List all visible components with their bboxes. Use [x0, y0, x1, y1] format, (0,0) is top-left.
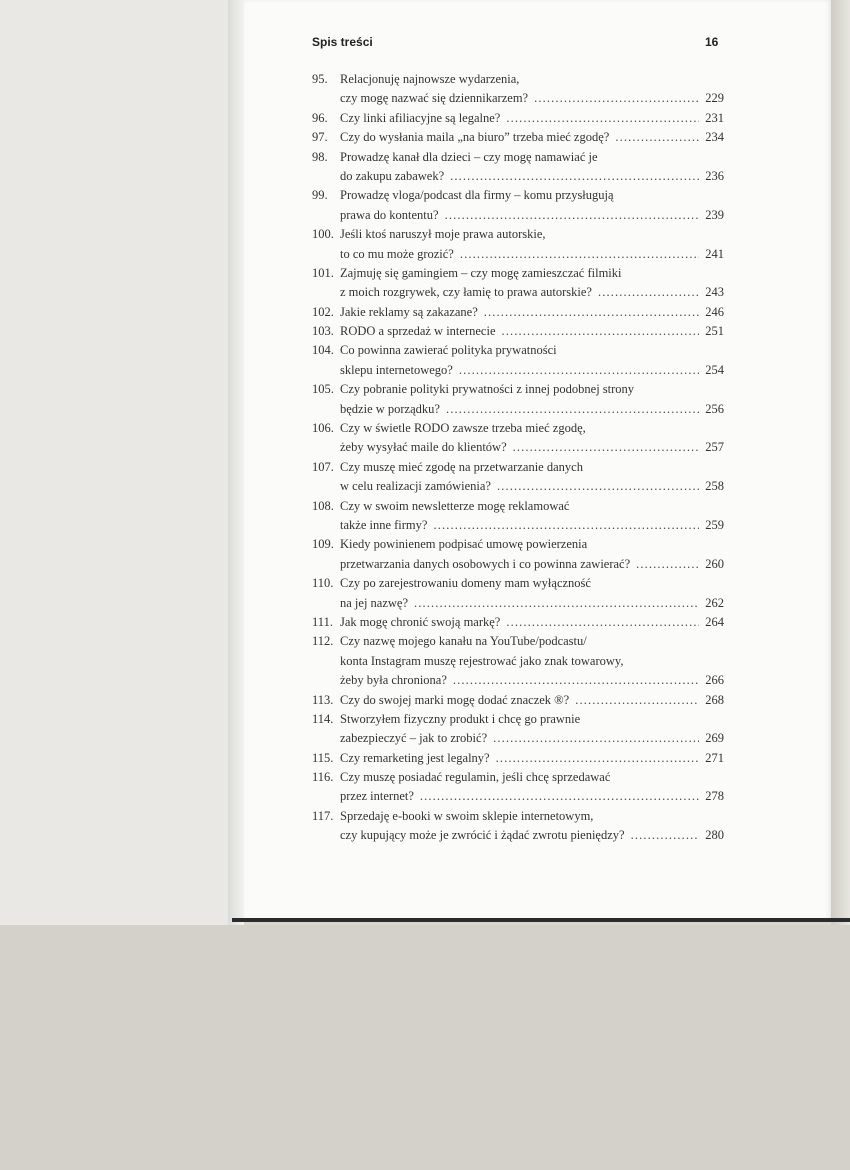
toc-entry-leader-row — [340, 400, 724, 419]
toc-entry-line — [312, 206, 724, 225]
table-of-contents — [312, 70, 724, 846]
toc-entry — [312, 264, 724, 303]
toc-entry-page: 260 — [705, 556, 724, 571]
dot-leader — [445, 206, 700, 225]
toc-entry — [312, 710, 724, 749]
toc-entry-page: 278 — [705, 789, 724, 804]
toc-entry-title: Co powinna zawierać polityka prywatności — [340, 343, 557, 358]
dot-leader — [513, 438, 700, 457]
toc-entry-leader-row — [340, 128, 724, 147]
toc-entry-number: 102. — [312, 304, 334, 319]
toc-entry-title: to co mu może grozić? — [340, 246, 454, 261]
toc-entry — [312, 225, 724, 264]
toc-entry-number: 95. — [312, 72, 328, 86]
toc-entry — [312, 341, 724, 380]
toc-entry-line — [312, 109, 724, 128]
toc-entry-line — [312, 438, 724, 457]
toc-entry-leader-row — [340, 613, 724, 632]
toc-entry — [312, 419, 724, 458]
toc-entry-leader-row — [340, 206, 724, 225]
toc-entry — [312, 109, 724, 128]
toc-entry — [312, 186, 724, 225]
dot-leader — [450, 167, 699, 186]
toc-entry-line — [312, 148, 724, 167]
toc-entry-number: 115. — [312, 750, 334, 765]
toc-entry-page: 264 — [705, 614, 724, 629]
toc-entry-title: przetwarzania danych osobowych i co powinna zawierać? — [340, 556, 631, 571]
dot-leader — [497, 477, 699, 496]
toc-entry-number: 110. — [312, 576, 334, 591]
toc-entry-line — [312, 303, 724, 322]
toc-entry-title: Jakie reklamy są zakazane? — [340, 304, 478, 319]
toc-entry-title: przez internet? — [340, 789, 414, 804]
toc-entry-number: 109. — [312, 537, 334, 552]
toc-entry-title: Sprzedaję e-booki w swoim sklepie internetowym, — [340, 808, 594, 823]
toc-entry — [312, 749, 724, 768]
toc-entry-page: 266 — [705, 673, 724, 688]
toc-entry — [312, 70, 724, 109]
toc-entry-title: Czy muszę posiadać regulamin, jeśli chcę sprzedawać — [340, 770, 611, 785]
toc-entry-leader-row — [340, 826, 724, 845]
toc-entry-number: 104. — [312, 343, 334, 358]
toc-entry-page: 256 — [705, 401, 724, 416]
toc-entry-leader-row — [340, 671, 724, 690]
toc-entry-title: Czy do swojej marki mogę dodać znaczek ®? — [340, 692, 570, 707]
toc-entry — [312, 128, 724, 147]
toc-entry-title: Prowadzę kanał dla dzieci – czy mogę namawiać je — [340, 149, 598, 164]
toc-entry-line — [312, 535, 724, 554]
dot-leader — [484, 303, 699, 322]
toc-entry-line — [312, 729, 724, 748]
dot-leader — [506, 613, 699, 632]
toc-entry-leader-row — [340, 594, 724, 613]
toc-entry-line — [312, 691, 724, 710]
toc-entry-number: 117. — [312, 808, 334, 823]
toc-entry-page: 236 — [705, 168, 724, 183]
toc-entry-number: 113. — [312, 692, 334, 707]
toc-entry-leader-row — [340, 167, 724, 186]
toc-entry-number: 116. — [312, 770, 334, 785]
toc-entry-title: Kiedy powinienem podpisać umowę powierzenia — [340, 537, 588, 552]
dot-leader — [575, 691, 699, 710]
toc-entry-title: w celu realizacji zamówienia? — [340, 479, 491, 494]
toc-entry-page: 231 — [705, 110, 724, 125]
toc-entry-line — [312, 70, 724, 89]
toc-entry-page: 262 — [705, 595, 724, 610]
toc-entry-line — [312, 768, 724, 787]
running-header-title: Spis treści — [312, 35, 373, 49]
left-page-margin — [0, 0, 244, 925]
toc-entry — [312, 303, 724, 322]
toc-entry-line — [312, 497, 724, 516]
toc-entry-line — [312, 477, 724, 496]
toc-entry — [312, 574, 724, 613]
book-spine-shadow — [228, 0, 244, 925]
toc-entry — [312, 535, 724, 574]
dot-leader — [493, 729, 699, 748]
toc-entry-page: 257 — [705, 440, 724, 455]
page-edge — [831, 0, 850, 925]
toc-entry-number: 99. — [312, 188, 328, 203]
toc-entry-title: żeby była chroniona? — [340, 673, 447, 688]
toc-entry-leader-row — [340, 477, 724, 496]
toc-entry-line — [312, 749, 724, 768]
toc-entry-line — [312, 652, 724, 671]
toc-entry-line — [312, 167, 724, 186]
toc-entry-line — [312, 671, 724, 690]
toc-entry-title: Prowadzę vloga/podcast dla firmy – komu przysługują — [340, 188, 614, 203]
toc-entry — [312, 807, 724, 846]
toc-entry — [312, 497, 724, 536]
toc-entry-line — [312, 458, 724, 477]
toc-entry-line — [312, 225, 724, 244]
toc-entry-title: RODO a sprzedaż w internecie — [340, 324, 496, 339]
toc-entry-number: 114. — [312, 711, 334, 726]
scanner-background — [0, 925, 850, 1170]
toc-entry-leader-row — [340, 691, 724, 710]
dot-leader — [636, 555, 699, 574]
toc-entry-line — [312, 826, 724, 845]
toc-entry-title: Czy linki afiliacyjne są legalne? — [340, 110, 501, 125]
toc-entry-line — [312, 632, 724, 651]
toc-entry-title: do zakupu zabawek? — [340, 168, 445, 183]
toc-entry-title: czy mogę nazwać się dziennikarzem? — [340, 91, 529, 106]
toc-entry-title: Zajmuję się gamingiem – czy mogę zamieszczać filmiki — [340, 265, 622, 280]
toc-entry-line — [312, 361, 724, 380]
toc-entry-title: będzie w porządku? — [340, 401, 440, 416]
toc-entry-line — [312, 419, 724, 438]
toc-entry-line — [312, 594, 724, 613]
toc-entry-title: konta Instagram muszę rejestrować jako znak towarowy, — [340, 653, 624, 668]
toc-entry-line — [312, 186, 724, 205]
toc-entry-page: 239 — [705, 207, 724, 222]
toc-entry-line — [312, 380, 724, 399]
toc-entry-line — [312, 555, 724, 574]
toc-entry-leader-row — [340, 283, 724, 302]
toc-entry-page: 269 — [705, 731, 724, 746]
toc-entry-line — [312, 613, 724, 632]
toc-entry-title: czy kupujący może je zwrócić i żądać zwrotu pieniędzy? — [340, 828, 625, 843]
toc-entry-line — [312, 400, 724, 419]
toc-entry-line — [312, 787, 724, 806]
toc-entry-title: żeby wysyłać maile do klientów? — [340, 440, 507, 455]
toc-entry-leader-row — [340, 245, 724, 264]
toc-entry-leader-row — [340, 749, 724, 768]
dot-leader — [414, 594, 699, 613]
toc-entry-number: 101. — [312, 265, 334, 280]
toc-entry-page: 271 — [705, 750, 724, 765]
toc-entry — [312, 380, 724, 419]
toc-entry — [312, 691, 724, 710]
toc-entry-leader-row — [340, 109, 724, 128]
dot-leader — [502, 322, 700, 341]
dot-leader — [446, 400, 699, 419]
toc-entry-line — [312, 516, 724, 535]
toc-entry-line — [312, 341, 724, 360]
toc-entry-leader-row — [340, 361, 724, 380]
toc-entry-line — [312, 710, 724, 729]
toc-entry — [312, 322, 724, 341]
toc-entry-number: 103. — [312, 324, 334, 339]
dot-leader — [420, 787, 699, 806]
page-bottom-edge — [232, 918, 850, 922]
toc-entry-number: 107. — [312, 459, 334, 474]
dot-leader — [433, 516, 699, 535]
toc-entry-number: 100. — [312, 227, 334, 242]
page-number: 16 — [705, 35, 719, 49]
toc-entry-title: Czy remarketing jest legalny? — [340, 750, 490, 765]
toc-entry-leader-row — [340, 322, 724, 341]
toc-entry-title: Stworzyłem fizyczny produkt i chcę go prawnie — [340, 711, 581, 726]
toc-entry-line — [312, 245, 724, 264]
toc-entry-page: 268 — [705, 692, 724, 707]
toc-entry-line — [312, 322, 724, 341]
toc-entry-title: sklepu internetowego? — [340, 362, 453, 377]
toc-entry-page: 259 — [705, 517, 724, 532]
toc-entry-title: z moich rozgrywek, czy łamię to prawa autorskie? — [340, 285, 592, 300]
toc-entry-title: Czy po zarejestrowaniu domeny mam wyłączność — [340, 576, 591, 591]
toc-entry-number: 112. — [312, 634, 334, 649]
toc-entry-title: Jeśli ktoś naruszył moje prawa autorskie, — [340, 227, 546, 242]
toc-entry-leader-row — [340, 303, 724, 322]
dot-leader — [615, 128, 699, 147]
toc-entry-number: 97. — [312, 130, 328, 145]
dot-leader — [460, 245, 699, 264]
toc-entry-number: 111. — [312, 614, 333, 629]
dot-leader — [534, 89, 699, 108]
toc-entry-title: Czy pobranie polityki prywatności z innej podobnej strony — [340, 382, 635, 397]
toc-entry-number: 106. — [312, 421, 334, 436]
toc-entry-page: 241 — [705, 246, 724, 261]
toc-entry-leader-row — [340, 729, 724, 748]
dot-leader — [459, 361, 699, 380]
toc-entry-page: 258 — [705, 479, 724, 494]
toc-entry-number: 105. — [312, 382, 334, 397]
toc-entry-title: zabezpieczyć – jak to zrobić? — [340, 731, 488, 746]
toc-entry-page: 254 — [705, 362, 724, 377]
toc-entry-title: Relacjonuję najnowsze wydarzenia, — [340, 72, 520, 86]
toc-entry-page: 229 — [705, 91, 724, 106]
toc-entry — [312, 768, 724, 807]
toc-entry-title: Jak mogę chronić swoją markę? — [340, 614, 501, 629]
toc-entry — [312, 458, 724, 497]
toc-entry-line — [312, 574, 724, 593]
toc-entry-title: także inne firmy? — [340, 517, 428, 532]
toc-entry-number: 108. — [312, 498, 334, 513]
toc-entry-title: Czy muszę mieć zgodę na przetwarzanie danych — [340, 459, 583, 474]
dot-leader — [496, 749, 700, 768]
toc-entry-line — [312, 128, 724, 147]
toc-entry — [312, 148, 724, 187]
toc-entry-title: Czy w swoim newsletterze mogę reklamować — [340, 498, 570, 513]
toc-entry — [312, 613, 724, 632]
toc-entry-title: Czy nazwę mojego kanału na YouTube/podcastu/ — [340, 634, 587, 649]
toc-entry-number: 96. — [312, 110, 328, 125]
toc-entry-line — [312, 807, 724, 826]
toc-entry-page: 251 — [705, 324, 724, 339]
toc-entry-page: 280 — [705, 828, 724, 843]
toc-entry-leader-row — [340, 787, 724, 806]
toc-entry-page: 246 — [705, 304, 724, 319]
toc-entry — [312, 632, 724, 690]
toc-entry-line — [312, 89, 724, 108]
dot-leader — [631, 826, 700, 845]
toc-entry-page: 234 — [705, 130, 724, 145]
toc-entry-title: Czy do wysłania maila „na biuro” trzeba mieć zgodę? — [340, 130, 610, 145]
toc-entry-title: na jej nazwę? — [340, 595, 409, 610]
toc-entry-leader-row — [340, 555, 724, 574]
toc-entry-page: 243 — [705, 285, 724, 300]
toc-entry-title: Czy w świetle RODO zawsze trzeba mieć zgodę, — [340, 421, 586, 436]
toc-entry-leader-row — [340, 89, 724, 108]
toc-entry-line — [312, 264, 724, 283]
toc-entry-number: 98. — [312, 149, 328, 164]
toc-entry-leader-row — [340, 516, 724, 535]
toc-entry-line — [312, 283, 724, 302]
toc-entry-leader-row — [340, 438, 724, 457]
dot-leader — [453, 671, 699, 690]
dot-leader — [506, 109, 699, 128]
toc-entry-title: prawa do kontentu? — [340, 207, 439, 222]
dot-leader — [598, 283, 699, 302]
